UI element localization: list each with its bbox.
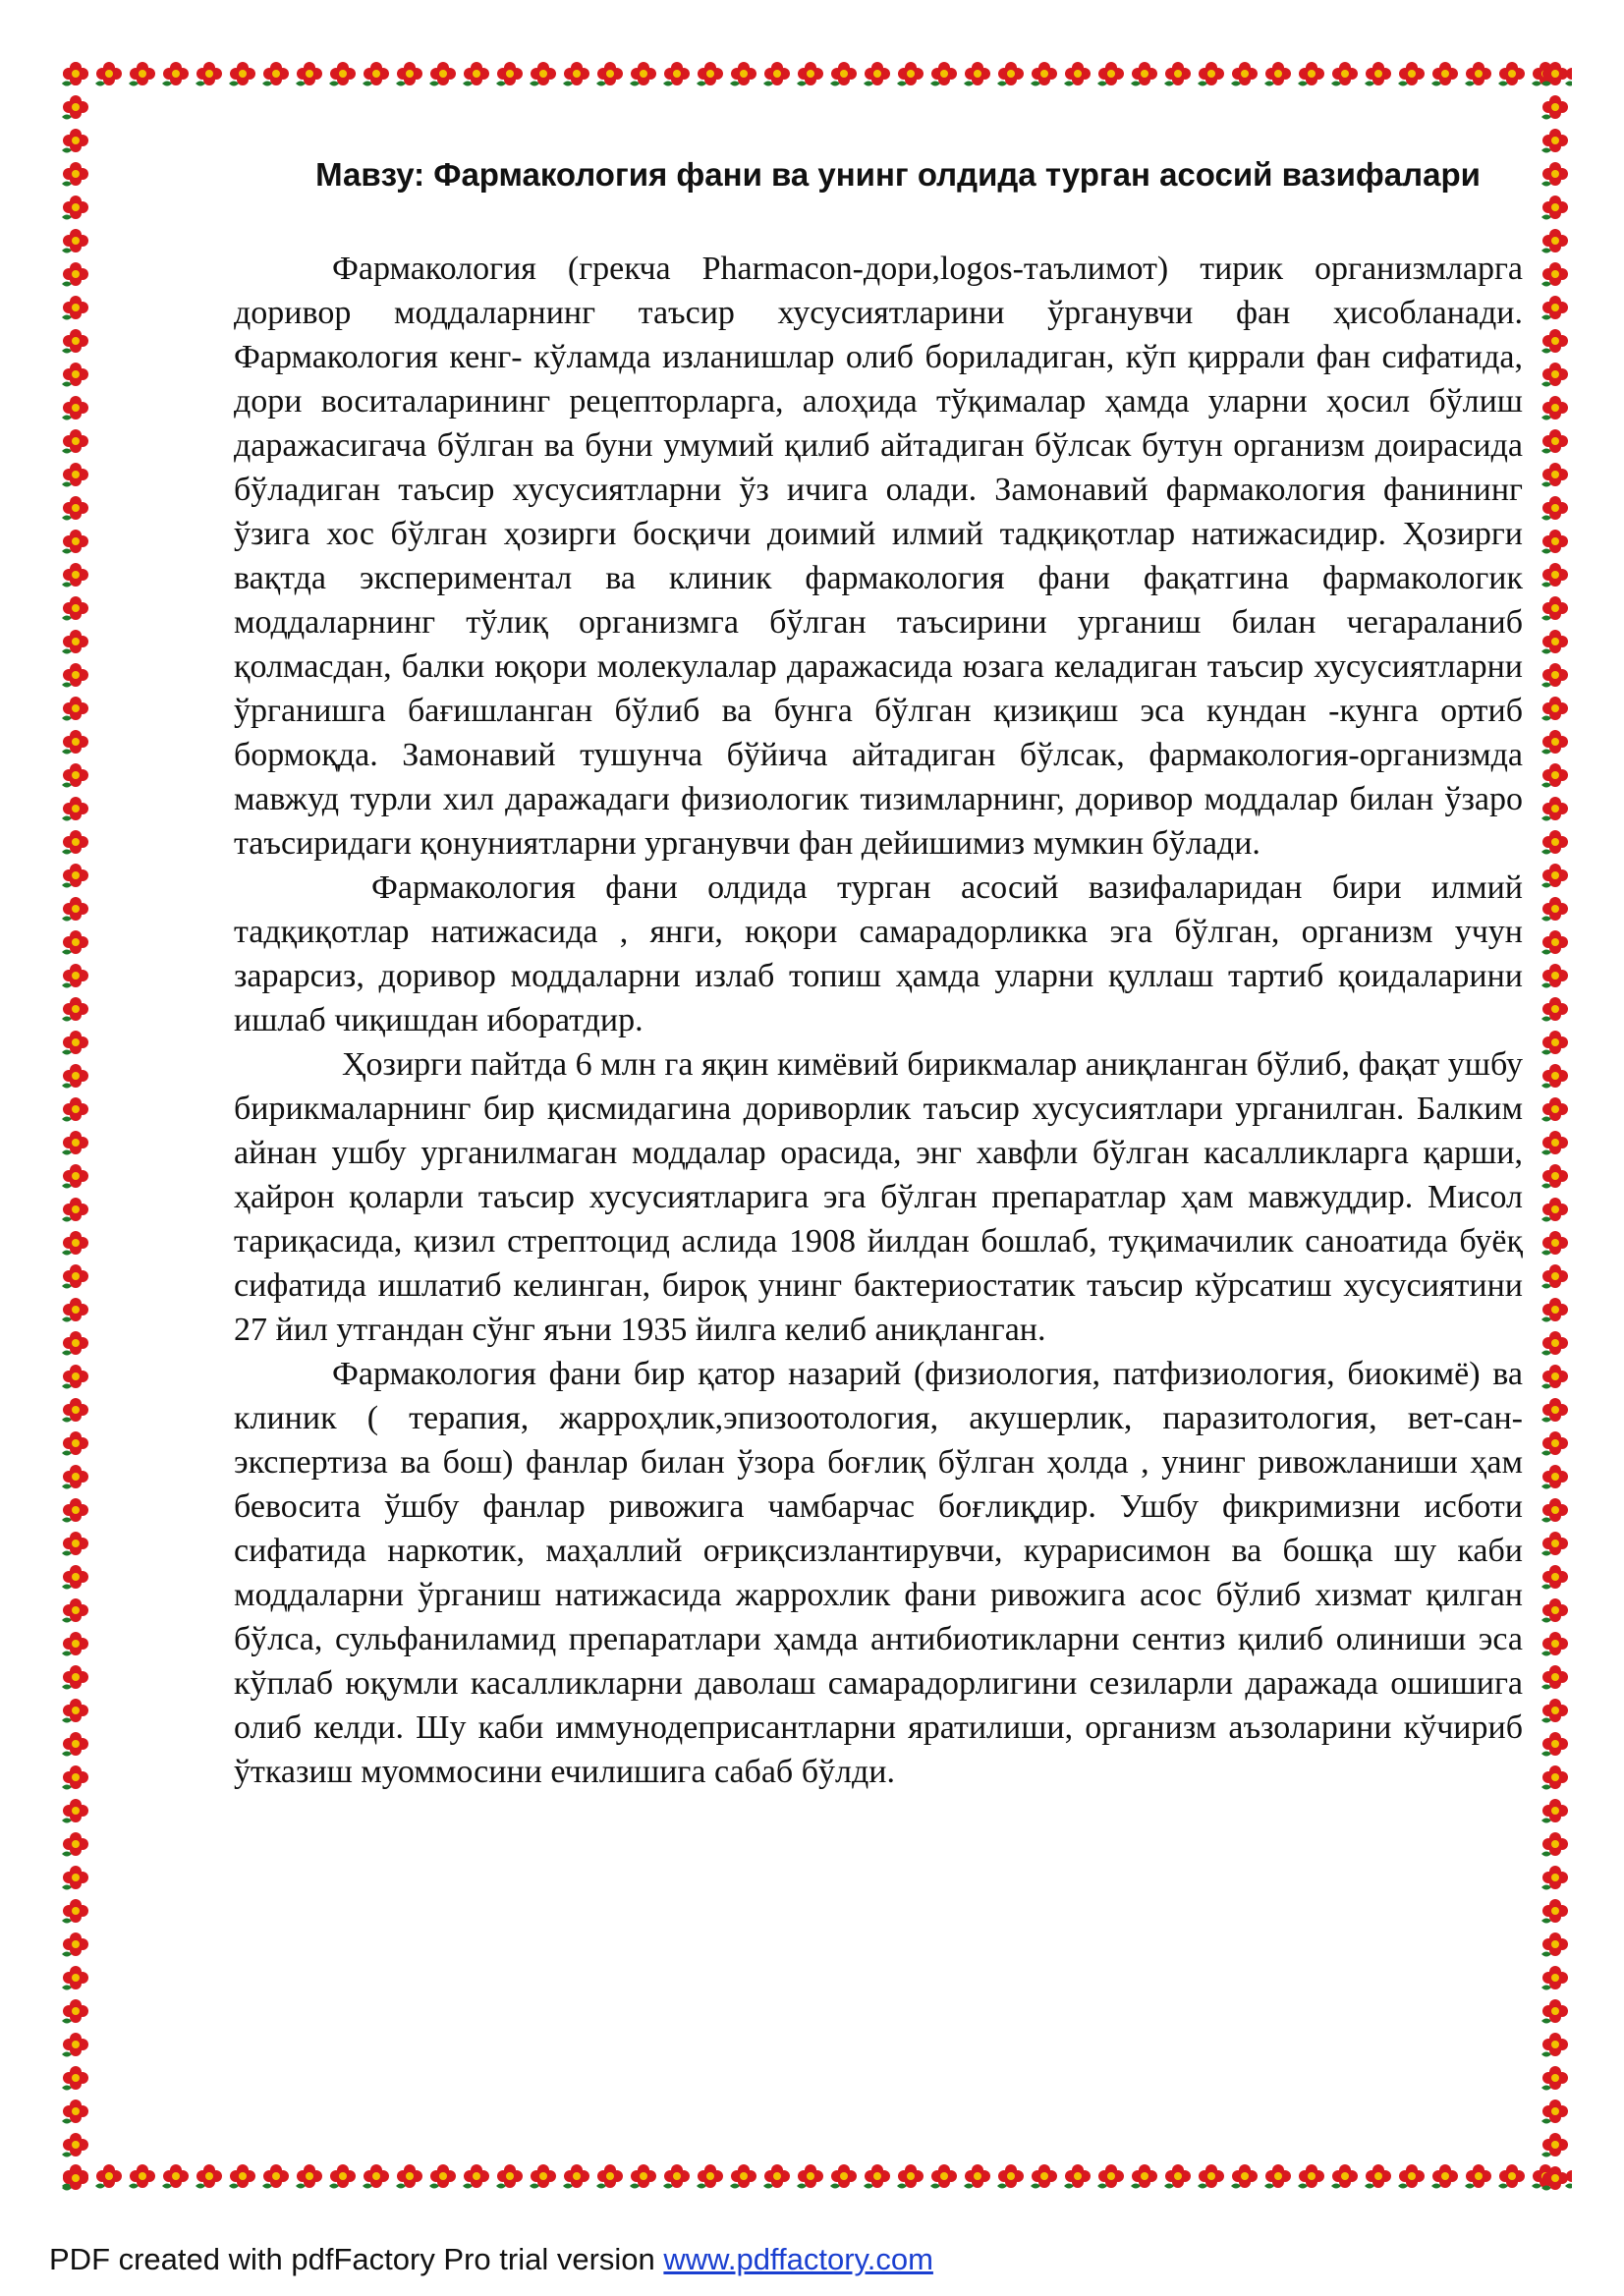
flower-border-left-icon [59, 59, 92, 2195]
footer-text: PDF created with pdfFactory Pro trial version [49, 2242, 664, 2276]
paragraph-3: Ҳозирги пайтда 6 млн га яқин кимёвий бирикмалар аниқланган бўлиб, фақат ушбу бирикмаларнинг бир қисмидагина дориворлик таъсир хусусиятлари урганилган. Балким айнан ушбу урганилмаган моддалар орасида, энг хавфли бўлган касалликларга қарши, ҳайрон қоларли таъсир хусусиятларига эга бўлган препаратлар ҳам мавжуддир. Мисол тариқасида, қизил стрептоцид аслида 1908 йилдан бошлаб, туқимачилик саноатида буёқ сифатида ишлатиб келинган, бироқ унинг бактериостатик таъсир кўрсатиш хусусиятини 27 йил утгандан сўнг яъни 1935 йилга келиб аниқланган. [234, 1046, 1523, 1348]
document-body [234, 152, 1523, 1794]
flower-border-top [59, 59, 1572, 92]
paragraph-1: Фармакология (грекча Pharmacon-дори,logos-таълимот) тирик организмларга доривор моддаларнинг таъсир хусусиятларини ўрганувчи фан ҳисобланади. Фармакология кенг- кўламда изланишлар олиб бориладиган, кўп қиррали фан сифатида, дори воситаларининг рецепторларга, алоҳида тўқималар ҳамда уларни ҳосил бўлиш даражасигача бўлган ва буни умумий қилиб айтадиган бўлсак бутун организм доирасида бўладиган таъсир хусусиятларни ўз ичига олади. Замонавий фармакология фанининг ўзига хос бўлган ҳозирги босқичи доимий илмий тадқиқотлар натижасидир. Ҳозирги вақтда экспериментал ва клиник фармакология фани фақатгина фармакологик моддаларнинг тўлиқ организмга бўлган таъсирини урганиш билан чегараланиб қолмасдан, балки юқори молекулалар даражасида юзага келадиган таъсир хусусиятларни ўрганишга бағишланган бўлиб ва бунга бўлган қизиқиш эса кундан -кунга ортиб бормоқда. Замонавий тушунча бўйича айтадиган бўлсак, фармакология-организмда мавжуд турли хил даражадаги физиологик тизимларнинг, доривор моддалар билан ўзаро таъсиридаги қонуниятларни урганувчи фан дейишимиз мумкин бўлади. [234, 251, 1523, 862]
pdf-footer-note [49, 2242, 933, 2277]
document-title: Мавзу: Фармакология фани ва унинг олдида турган асосий вазифалари [315, 156, 1481, 193]
paragraph-4: Фармакология фани бир қатор назарий (физиология, патфизиология, биокимё) ва клиник ( терапия, жарроҳлик,эпизоотология, акушерлик, паразитология, вет-сан-экспертиза ва бош) фанлар билан ўзора боғлиқ бўлган ҳолда , унинг ривожланиши ҳам бевосита ўшбу фанлар ривожига чамбарчас боғлиқдир. Ушбу фикримизни исботи сифатида наркотик, маҳаллий оғриқсизлантирувчи, курарисимон ва бошқа шу каби моддаларни ўрганиш натижасида жаррохлик фани ривожига асос бўлиб хизмат қилган бўлса, сульфаниламид препаратлари ҳамда антибиотикларни сентиз қилиб олиниши эса кўплаб юқумли касалликларни даволаш самарадорлигини сезиларли даражада ошишига олиб келди. Шу каби иммунодеприсантларни яратилиши, организм аъзоларини кўчириб ўтказиш муоммосини ечилишига сабаб бўлди. [234, 1356, 1523, 1790]
flower-border-top-icon [59, 59, 1572, 92]
flower-border-right-icon [1539, 59, 1572, 2195]
flower-border-right [1539, 59, 1572, 2195]
flower-border-left [59, 59, 92, 2195]
paragraph-2: Фармакология фани олдида турган асосий вазифаларидан бири илмий тадқиқотлар натижасида , янги, юқори самарадорликка эга бўлган, организм учун зарарсиз, доривор моддаларни излаб топиш ҳамда уларни қуллаш тартиб қоидаларини ишлаб чиқишдан иборатдир. [234, 869, 1523, 1038]
flower-border-bottom-icon [59, 2161, 1572, 2195]
footer-link[interactable]: www.pdffactory.com [663, 2242, 933, 2276]
flower-border-bottom [59, 2161, 1572, 2195]
